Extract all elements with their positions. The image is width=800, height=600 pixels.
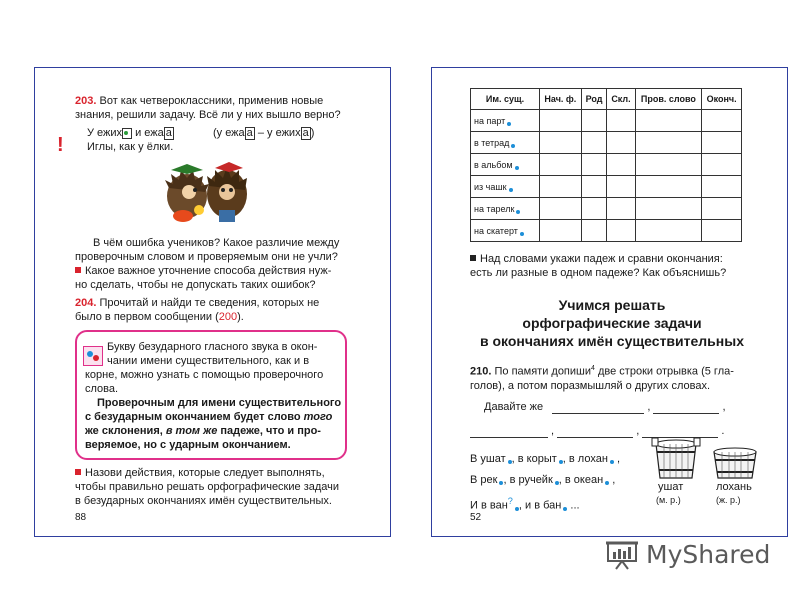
exercise-210: 210. По памяти допиши$^4$ две строки отрывка (5 гла- голов), а потом поразмышляй о других словах. (470, 365, 734, 392)
hedgehog-right-face (219, 184, 235, 200)
check-word-2: – у ежих (254, 127, 301, 139)
page-number: 88 (75, 512, 87, 523)
table-row: в альбом (471, 154, 742, 176)
table-header-row (471, 89, 742, 110)
table-row: на тарелк (471, 198, 742, 220)
poem-line: В рек , в ручейк , в океан , (470, 474, 616, 486)
letter-box-a-2: а (246, 127, 253, 139)
right-page (431, 67, 788, 537)
case-table (470, 88, 742, 242)
rule-text-cont: корне, можно узнать с помощью проверочного слова. Проверочным для имени существительного с безударным окончанием будет слово того же склонения, в том же падеже, что и про- веряемое, но с ударным окончанием. (85, 369, 342, 451)
blank-line[interactable] (557, 427, 633, 438)
left-page (34, 67, 391, 537)
check-word-1: (у ежа (212, 127, 245, 139)
blank-line[interactable] (653, 403, 719, 414)
table-note: Над словами укажи падеж и сравни окончания: есть ли разные в одном падеже? Как объяснишь? (470, 253, 727, 279)
rule-icon (83, 346, 103, 366)
table-header: Скл. (607, 89, 635, 110)
rule-box (75, 330, 347, 460)
exercise-204-number: 204. (75, 297, 97, 309)
lokhan-gender: (ж. р.) (716, 495, 741, 505)
letter-box-a: а (165, 127, 172, 139)
sample-word-1: У ежих (87, 127, 123, 139)
questions-block (75, 236, 385, 292)
exercise-204: 204. Прочитай и найди те сведения, которых не было в первом сообщении (200). (75, 297, 320, 323)
rule-text: Букву безударного гласного звука в окон- чании имени существительного, как и в (107, 341, 318, 367)
exercise-203 (75, 94, 385, 122)
table-header: Род (581, 89, 607, 110)
blank-line[interactable] (552, 403, 644, 414)
question-line: но сделать, чтобы не допускать таких ошибок? (75, 279, 316, 291)
sample-word-2: и ежа (132, 127, 164, 139)
question-line: В чём ошибка учеников? Какое различие между (93, 237, 340, 249)
table-header: Им. сущ. (471, 89, 540, 110)
exercise-204-text: Прочитай и найди те сведения, которых не (99, 297, 320, 309)
table-header: Нач. ф. (540, 89, 582, 110)
hedgehog-right-vest (219, 210, 235, 222)
table-row: на скатерт (471, 220, 742, 242)
table-row: на парт (471, 110, 742, 132)
poem-start: Давайте же (484, 401, 544, 413)
basket-icon (194, 205, 204, 215)
question-line: Какое важное уточнение способа действия нуж- (75, 264, 385, 278)
hedgehog-left-dress (173, 210, 193, 222)
exclamation-mark: ! (57, 134, 64, 156)
table-row: из чашк (471, 176, 742, 198)
check-paren: ) (310, 127, 315, 139)
blank-line[interactable] (470, 427, 548, 438)
table-row: в тетрад (471, 132, 742, 154)
hedgehog-left-face (182, 185, 196, 199)
exercise-210-number: 210. (470, 365, 492, 378)
ushat-icon (650, 436, 702, 480)
letter-box (122, 128, 132, 139)
table-header: Пров. слово (635, 89, 702, 110)
poem-line: И в ван? , и в бан ... (470, 496, 580, 512)
exercise-203-number: 203. (75, 95, 97, 107)
poem-line: В ушат , в корыт , в лохан , (470, 453, 621, 465)
ushat-gender: (м. р.) (656, 495, 681, 505)
hedgehog-left-hat (171, 164, 203, 174)
poem-lines (470, 449, 670, 517)
page-number: 52 (470, 512, 482, 523)
exercise-203-text-2: знания, решили задачу. Всё ли у них вышло верно? (75, 109, 341, 121)
question-line: проверочным словом и проверяемым они не учли? (75, 251, 338, 263)
lokhan-icon (710, 446, 760, 480)
answer-dot (124, 131, 128, 135)
sample-line-2: Иглы, как у ёлки. (87, 141, 174, 153)
hedgehogs-illustration (163, 160, 251, 224)
exercise-ref-link[interactable]: 200 (218, 311, 238, 323)
task-block: Назови действия, которые следует выполнять, чтобы правильно решать орфографические задачи в безударных окончаниях имён существительных. (75, 467, 340, 507)
logo-text: MyShared (646, 540, 771, 569)
myshared-logo (604, 538, 774, 572)
presentation-icon (604, 540, 644, 570)
fill-lines: Давайте же , , , , . (484, 400, 784, 438)
sample-line-1 (87, 126, 314, 140)
ushat-label: ушат (658, 481, 684, 493)
lokhan-label: лохань (716, 481, 752, 493)
section-heading: Учимся решать орфографические задачи в окончаниях имён существительных (480, 297, 744, 349)
exercise-204-text-2: было в первом сообщении ( (75, 311, 219, 323)
letter-box-a-3: а (302, 127, 309, 139)
table-header: Оконч. (702, 89, 742, 110)
exercise-203-text: Вот как четвероклассники, применив новые (99, 95, 324, 107)
